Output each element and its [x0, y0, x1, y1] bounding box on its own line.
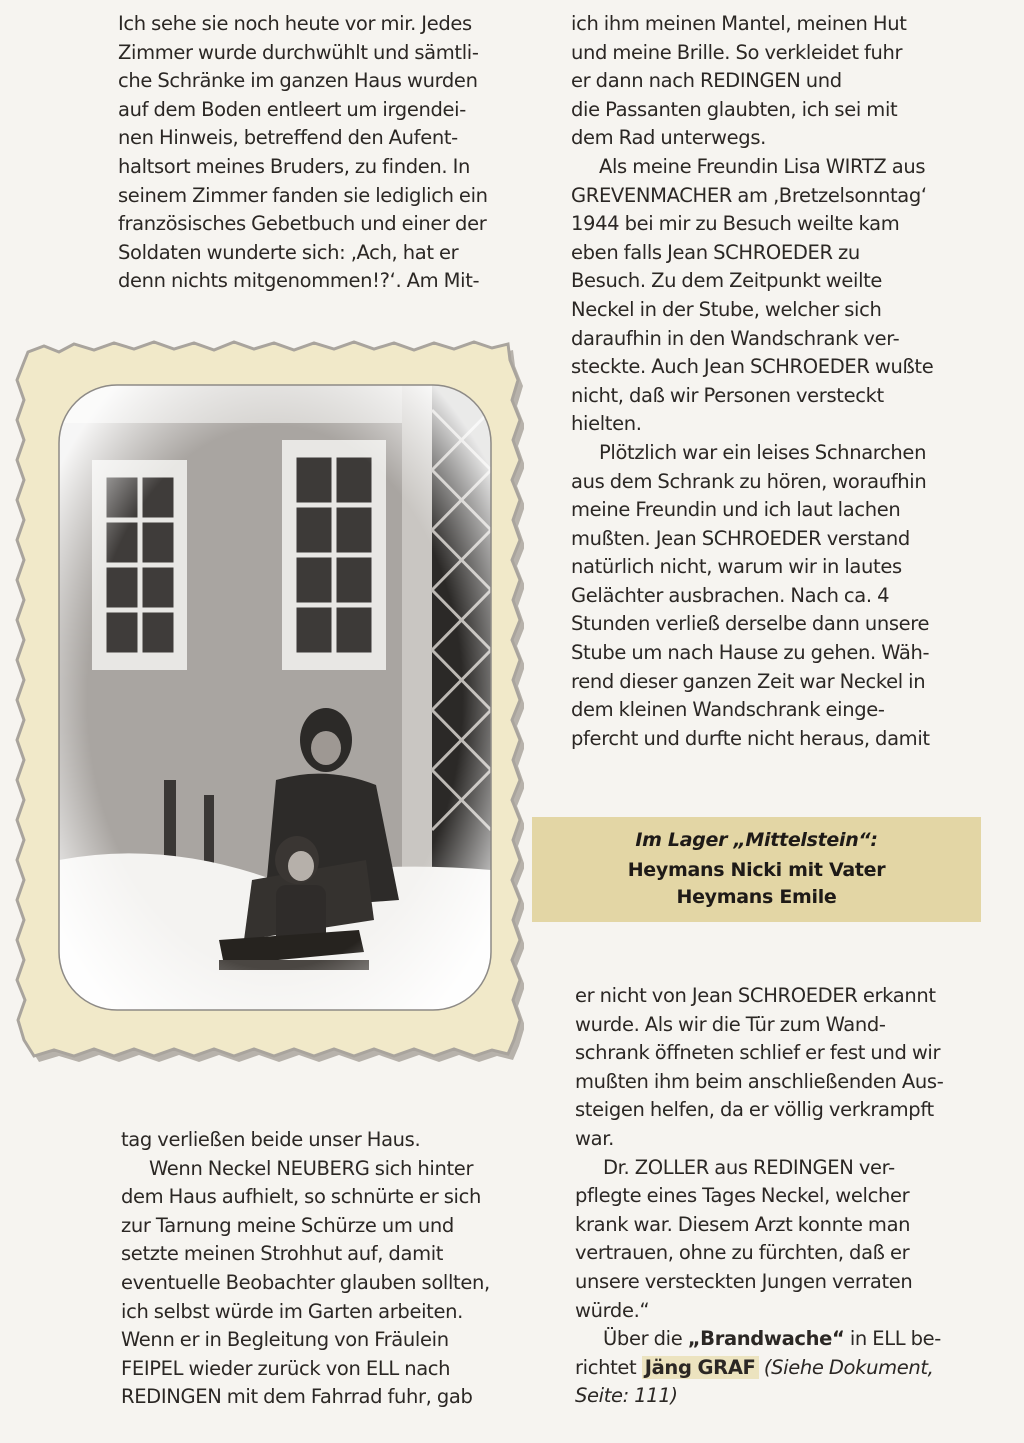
brandwache-pre: Über die — [603, 1327, 688, 1351]
right-column-bottom — [575, 982, 981, 1411]
document-reference: (Siehe Dokument, — [758, 1355, 934, 1379]
text-line: haltsort meines Bruders, zu finden. In — [118, 154, 471, 178]
text-line: Stunden verließ derselbe dann unsere — [571, 612, 930, 636]
text-line: meine Freundin und ich laut lachen — [571, 498, 901, 522]
text-line: die Passanten glaubten, ich sei mit — [571, 97, 898, 121]
text-line: auf dem Boden entleert um irgendei- — [118, 97, 466, 121]
text-line: GREVENMACHER am ‚Bretzelsonntag‘ — [571, 183, 927, 207]
photo-frame — [14, 340, 524, 1064]
text-line: natürlich nicht, warum wir in lautes — [571, 555, 902, 579]
text-line: setzte meinen Strohhut auf, damit — [121, 1242, 444, 1266]
text-line: rend dieser ganzen Zeit war Neckel in — [571, 669, 926, 693]
text-line: französisches Gebetbuch und einer der — [118, 212, 487, 236]
text-line: er dann nach REDINGEN und — [571, 69, 842, 93]
text-line: würde.“ — [575, 1298, 650, 1322]
text-line: seinem Zimmer fanden sie lediglich ein — [118, 183, 488, 207]
text-line: daraufhin in den Wandschrank ver- — [571, 326, 900, 350]
text-line: Plötzlich war ein leises Schnarchen — [599, 440, 927, 464]
text-line: er nicht von Jean SCHROEDER erkannt — [575, 984, 936, 1007]
text-line: und meine Brille. So verkleidet fuhr — [571, 40, 903, 64]
text-line: steigen helfen, da er völlig verkrampft — [575, 1098, 934, 1122]
text-line: steckte. Auch Jean SCHROEDER wußte — [571, 355, 934, 379]
photo-caption — [532, 817, 981, 922]
text-line: nicht, daß wir Personen versteckt — [571, 383, 884, 407]
text-line: pfercht und durfte nicht heraus, damit — [571, 726, 930, 750]
text-line — [575, 1325, 981, 1354]
text-line: dem Rad unterwegs. — [571, 126, 766, 150]
text-line: 1944 bei mir zu Besuch weilte kam — [571, 212, 900, 236]
text-line: REDINGEN mit dem Fahrrad fuhr, gab — [121, 1385, 473, 1409]
text-line: Neckel in der Stube, welcher sich — [571, 297, 882, 321]
caption-line: Heymans Nicki mit Vater — [627, 859, 886, 881]
photo-illustration — [14, 340, 524, 1064]
text-line: dem Haus aufhielt, so schnürte er sich — [121, 1185, 481, 1209]
text-line: mußten. Jean SCHROEDER verstand — [571, 526, 910, 550]
text-line: zur Tarnung meine Schürze um und — [121, 1213, 454, 1237]
text-line: Zimmer wurde durchwühlt und sämtli- — [118, 40, 479, 64]
text-line: denn nichts mitgenommen!?‘. Am Mit- — [118, 269, 480, 293]
text-line: pflegte eines Tages Neckel, welcher — [575, 1184, 910, 1208]
author-name: Jäng GRAF — [642, 1356, 759, 1379]
text-line: eben falls Jean SCHROEDER zu — [571, 240, 860, 264]
left-column-bottom — [121, 1126, 516, 1412]
text-line: ich ihm meinen Mantel, meinen Hut — [571, 12, 907, 35]
text-line: tag verließen beide unser Haus. — [121, 1128, 421, 1151]
document-reference-page: Seite: 111) — [575, 1384, 678, 1408]
text-line: war. — [575, 1126, 614, 1150]
text-line: Stube um nach Hause zu gehen. Wäh- — [571, 641, 930, 665]
text-line: schrank öffneten schlief er fest und wir — [575, 1041, 941, 1065]
text-line: FEIPEL wieder zurück von ELL nach — [121, 1356, 451, 1380]
text-line: krank war. Diesem Arzt konnte man — [575, 1212, 911, 1236]
text-line — [575, 1354, 981, 1383]
text-line: che Schränke im ganzen Haus wurden — [118, 69, 478, 93]
text-line: Soldaten wunderte sich: ‚Ach, hat er — [118, 240, 459, 264]
text-line: Als meine Freundin Lisa WIRTZ aus — [599, 154, 926, 178]
text-line: Wenn Neckel NEUBERG sich hinter — [149, 1156, 474, 1180]
text-line: nen Hinweis, betreffend den Aufent- — [118, 126, 458, 150]
left-column-top — [118, 10, 513, 296]
text-line: wurde. Als wir die Tür zum Wand- — [575, 1012, 886, 1036]
text-line: eventuelle Beobachter glauben sollten, — [121, 1270, 490, 1294]
caption-title: Im Lager „Mittelstein“: — [635, 829, 878, 851]
text-line: vertrauen, ohne zu fürchten, daß er — [575, 1241, 910, 1265]
text-line: Dr. ZOLLER aus REDINGEN ver- — [603, 1155, 895, 1179]
text-line: unsere versteckten Jungen verraten — [575, 1269, 913, 1293]
text-line: dem kleinen Wandschrank einge- — [571, 698, 885, 722]
caption-line: Heymans Emile — [676, 886, 837, 908]
brandwache-post: in ELL be- — [844, 1327, 941, 1351]
text-line: Ich sehe sie noch heute vor mir. Jedes — [118, 12, 472, 35]
text-line: Besuch. Zu dem Zeitpunkt weilte — [571, 269, 883, 293]
text-line: aus dem Schrank zu hören, woraufhin — [571, 469, 927, 493]
text-line: ich selbst würde im Garten arbeiten. — [121, 1299, 463, 1323]
right-column-top — [571, 10, 979, 753]
text-line: hielten. — [571, 412, 642, 436]
brandwache-term: „Brandwache“ — [687, 1327, 845, 1351]
text-line: mußten ihm beim anschließenden Aus- — [575, 1069, 944, 1093]
text-line: Gelächter ausbrachen. Nach ca. 4 — [571, 583, 890, 607]
text-line: Wenn er in Begleitung von Fräulein — [121, 1328, 449, 1352]
brandwache-line2-pre: richtet — [575, 1355, 642, 1379]
